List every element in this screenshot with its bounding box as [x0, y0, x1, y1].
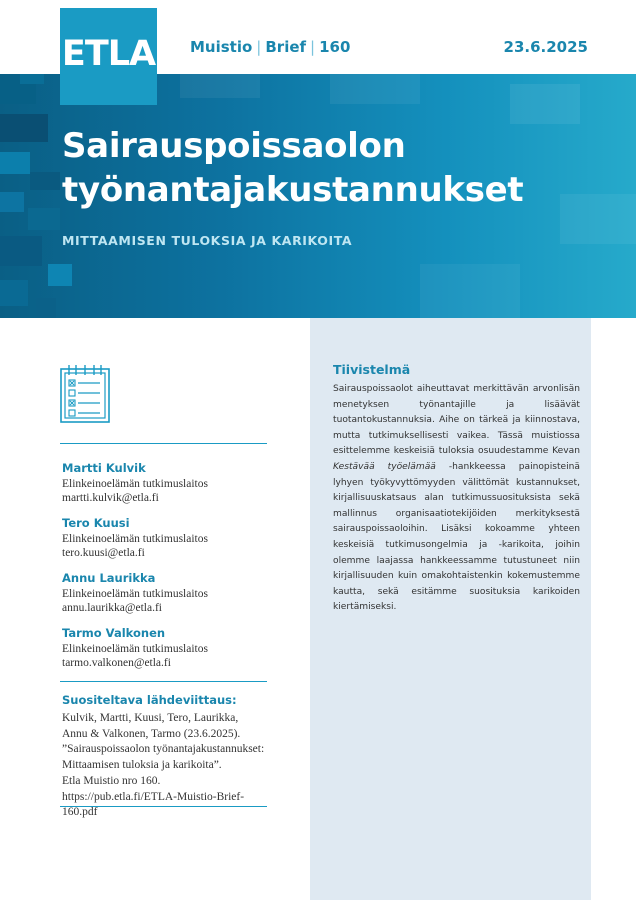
- citation-line: Mittaamisen tuloksia ja karikoita”.: [62, 759, 222, 772]
- pixel-block: [330, 74, 420, 104]
- page-subtitle: MITTAAMISEN TULOKSIA JA KARIKOITA: [62, 233, 353, 248]
- publication-date: 23.6.2025: [503, 38, 588, 56]
- author-email[interactable]: tero.kuusi@etla.fi: [62, 547, 145, 559]
- citation-body: [62, 711, 277, 821]
- citation-line: Etla Muistio nro 160.: [62, 774, 161, 787]
- divider: [60, 681, 267, 682]
- pixel-block: [0, 236, 42, 266]
- series-separator: |: [256, 38, 262, 56]
- title-line: työnantajakustannukset: [62, 170, 524, 210]
- citation-url[interactable]: https://pub.etla.fi/ETLA-Muistio-Brief-160.pdf: [62, 790, 245, 819]
- abstract-heading: Tiivistelmä: [333, 362, 411, 377]
- divider: [60, 806, 267, 807]
- pixel-block: [0, 114, 48, 142]
- suggested-citation: [62, 693, 277, 821]
- citation-line: ”Sairauspoissaolon työnantajakustannukset:: [62, 743, 265, 756]
- citation-heading: Suositeltava lähdeviittaus:: [62, 693, 237, 707]
- pixel-block: [180, 74, 260, 98]
- pixel-block: [30, 172, 60, 190]
- series-label: [190, 38, 350, 56]
- divider: [60, 443, 267, 444]
- author-name: Martti Kulvik: [62, 461, 146, 475]
- abstract-text-part: Sairauspoissaolot aiheuttavat merkittävän arvonlisän menetyksen työnantajille ja lisäävät tuotantokustannuksia. Aihe on tärkeä ja kiinnostava, mutta tutkimuksellisesti vaikea. Tässä muistiossa esittelemme keskeisiä tuloksia osuudestamme Kevan: [333, 384, 580, 457]
- series-type: Muistio: [190, 38, 253, 56]
- series-number: 160: [319, 38, 351, 56]
- pixel-block: [28, 208, 60, 230]
- etla-logo: [60, 8, 157, 105]
- author-block: [62, 461, 282, 505]
- pixel-block: [20, 74, 44, 84]
- logo-text: ETLA: [61, 34, 156, 74]
- author-org: Elinkeinoelämän tutkimuslaitos: [62, 588, 208, 600]
- series-separator: |: [310, 38, 316, 56]
- author-email[interactable]: tarmo.valkonen@etla.fi: [62, 657, 171, 669]
- abstract-text: [333, 382, 580, 616]
- pixel-block: [560, 194, 636, 244]
- citation-line: Kulvik, Martti, Kuusi, Tero, Laurikka,: [62, 712, 239, 724]
- page-title: [62, 124, 523, 212]
- series-type-en: Brief: [265, 38, 307, 56]
- abstract-panel: [310, 318, 591, 900]
- author-name: Annu Laurikka: [62, 571, 156, 585]
- pixel-block: [0, 192, 24, 212]
- author-name: Tarmo Valkonen: [62, 626, 166, 640]
- pixel-block: [0, 280, 28, 306]
- author-email[interactable]: annu.laurikka@etla.fi: [62, 602, 162, 614]
- author-block: [62, 516, 282, 560]
- author-org: Elinkeinoelämän tutkimuslaitos: [62, 643, 208, 655]
- citation-line: Annu & Valkonen, Tarmo (23.6.2025).: [62, 727, 241, 740]
- pixel-block: [36, 298, 56, 318]
- author-email[interactable]: martti.kulvik@etla.fi: [62, 492, 159, 504]
- author-org: Elinkeinoelämän tutkimuslaitos: [62, 478, 208, 490]
- pixel-block: [510, 84, 580, 124]
- pixel-block: [420, 264, 520, 318]
- title-line: Sairauspoissaolon: [62, 126, 406, 166]
- author-block: [62, 571, 282, 615]
- project-name: Kestävää työelämää: [333, 461, 436, 472]
- checklist-icon: [60, 363, 110, 423]
- abstract-text-part: -hankkeessa painopisteinä lyhyen työkyvyttömyyden välittömät kustannukset, kirjallisuuskatsaus alan tutkimussuosituksista sekä mallinnus organisaatiotekijöiden merkityksestä sairauspoissaoloihin. Lisäksi kokoamme yhteen keskeisiä tutkimusongelmia ja -karikoita, joihin olemme laajassa hankkeessamme tutustuneet niin kirjallisuuden kuin omakohtaistenkin kokemustemme kautta, sekä esitämme suosituksia karikoiden kiertämiseksi.: [333, 461, 580, 613]
- author-org: Elinkeinoelämän tutkimuslaitos: [62, 533, 208, 545]
- author-name: Tero Kuusi: [62, 516, 130, 530]
- pixel-block: [48, 264, 72, 286]
- pixel-block: [0, 152, 30, 174]
- author-block: [62, 626, 282, 670]
